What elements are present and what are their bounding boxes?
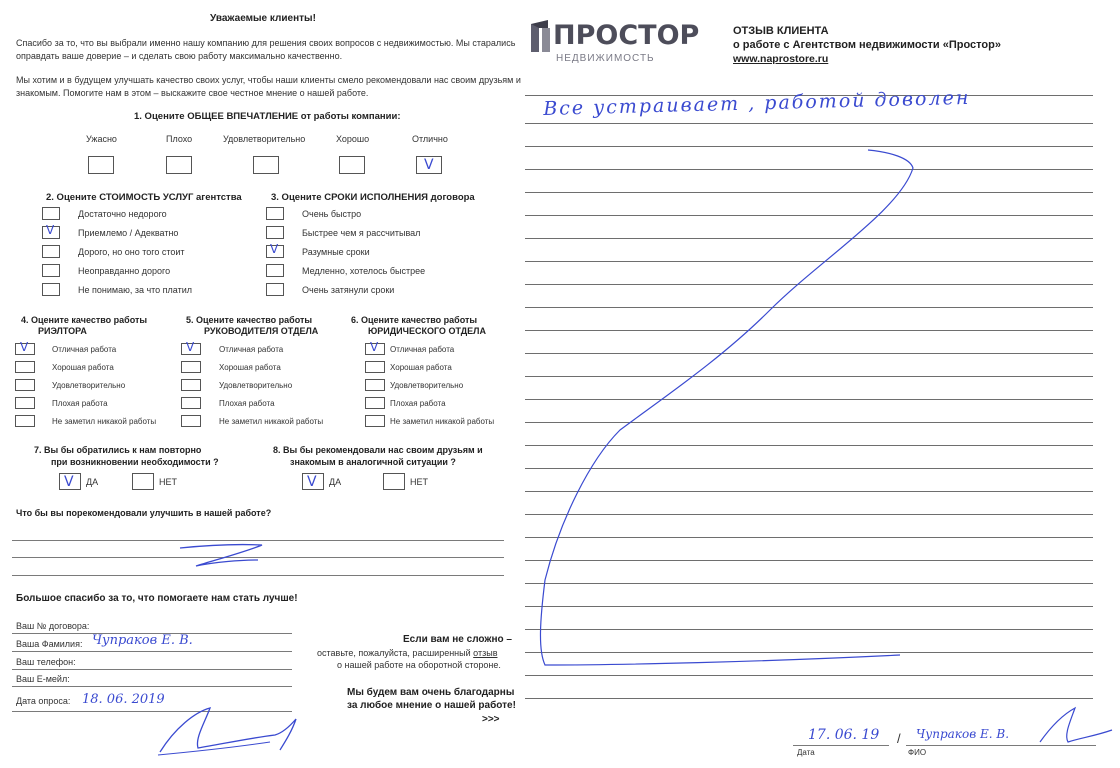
q7-check-mark: V: [64, 474, 74, 490]
q3-option-4: Медленно, хотелось быстрее: [302, 266, 426, 276]
extra-line-1-text: оставьте, пожалуйста, расширенный: [317, 648, 471, 658]
q2-checkbox-4[interactable]: [42, 264, 60, 277]
footer-date-line: [793, 745, 889, 746]
q1-option-awful: Ужасно: [86, 134, 117, 144]
review-line[interactable]: [525, 399, 1093, 400]
review-line[interactable]: [525, 514, 1093, 515]
grateful-line-1: Мы будем вам очень благодарны: [347, 687, 515, 698]
q3-checkbox-4[interactable]: [266, 264, 284, 277]
review-url[interactable]: www.naprostore.ru: [733, 53, 829, 65]
extra-line-2: о нашей работе на оборотной стороне.: [337, 660, 501, 670]
extra-line-1: [317, 648, 497, 658]
q7-title-2: при возникновении необходимости ?: [51, 457, 219, 467]
improve-line-2[interactable]: [12, 557, 504, 558]
greeting-heading: Уважаемые клиенты!: [210, 13, 316, 24]
review-line[interactable]: [525, 560, 1093, 561]
q4-option-5: Не заметил никакой работы: [52, 417, 157, 426]
q2-title: 2. Оцените СТОИМОСТЬ УСЛУГ агентства: [46, 192, 242, 203]
q8-checkbox-no[interactable]: [383, 473, 405, 490]
footer-separator: /: [897, 731, 901, 746]
review-line[interactable]: [525, 583, 1093, 584]
q6-checkbox-5[interactable]: [365, 415, 385, 427]
q5-option-4: Плохая работа: [219, 399, 275, 408]
q3-option-5: Очень затянули сроки: [302, 285, 395, 295]
q6-checkbox-4[interactable]: [365, 397, 385, 409]
improve-line-3[interactable]: [12, 575, 504, 576]
improve-line-1[interactable]: [12, 540, 504, 541]
q1-option-good: Хорошо: [336, 134, 370, 144]
survey-date-value[interactable]: 18. 06. 2019: [82, 692, 165, 707]
q5-check-mark: V: [186, 340, 195, 354]
review-line[interactable]: [525, 422, 1093, 423]
q6-title-1: 6. Оцените качество работы: [351, 315, 478, 325]
q5-option-5: Не заметил никакой работы: [219, 417, 324, 426]
q3-option-1: Очень быстро: [302, 209, 362, 219]
q3-check-mark: V: [270, 242, 279, 256]
review-line[interactable]: [525, 376, 1093, 377]
phone-line[interactable]: [12, 669, 292, 670]
review-line[interactable]: [525, 307, 1093, 308]
left-signature-underline: [158, 742, 270, 755]
q8-check-mark: V: [307, 474, 317, 490]
intro-text-1a: Спасибо за то, что вы выбрали именно нашу компанию для решения своих вопросов с недвижимостью. Мы старались: [16, 38, 516, 48]
surname-value[interactable]: Чупраков Е. В.: [92, 633, 193, 648]
q4-option-1: Отличная работа: [52, 345, 117, 354]
email-line[interactable]: [12, 686, 292, 687]
q3-option-3: Разумные сроки: [302, 247, 370, 257]
q6-checkbox-2[interactable]: [365, 361, 385, 373]
q1-option-bad: Плохо: [166, 134, 193, 144]
footer-fio-label: ФИО: [908, 748, 927, 757]
review-line[interactable]: [525, 468, 1093, 469]
review-line[interactable]: [525, 606, 1093, 607]
q4-checkbox-5[interactable]: [15, 415, 35, 427]
q3-checkbox-5[interactable]: [266, 283, 284, 296]
logo-mark-icon: [531, 20, 550, 52]
q6-option-5: Не заметил никакой работы: [390, 417, 495, 426]
q4-title-1: 4. Оцените качество работы: [21, 315, 148, 325]
q2-checkbox-5[interactable]: [42, 283, 60, 296]
review-title: ОТЗЫВ КЛИЕНТА: [733, 25, 829, 37]
improve-dash-stroke: [180, 545, 262, 566]
q1-check-mark: V: [424, 157, 434, 173]
q6-option-3: Удовлетворительно: [390, 381, 464, 390]
q6-option-2: Хорошая работа: [390, 363, 452, 372]
q5-checkbox-5[interactable]: [181, 415, 201, 427]
contract-label: Ваш № договора:: [16, 621, 90, 631]
q4-option-3: Удовлетворительно: [52, 381, 126, 390]
q8-yes-label: ДА: [329, 477, 342, 487]
q2-check-mark: V: [46, 223, 55, 237]
q1-option-satisfactory: Удовлетворительно: [223, 134, 306, 144]
thanks-text: Большое спасибо за то, что помогаете нам стать лучше!: [16, 593, 298, 604]
review-line[interactable]: [525, 215, 1093, 216]
review-line[interactable]: [525, 192, 1093, 193]
review-line[interactable]: [525, 353, 1093, 354]
q6-option-1: Отличная работа: [390, 345, 455, 354]
q5-checkbox-3[interactable]: [181, 379, 201, 391]
q1-checkbox-bad[interactable]: [166, 156, 192, 174]
q5-checkbox-2[interactable]: [181, 361, 201, 373]
review-line[interactable]: [525, 146, 1093, 147]
review-line[interactable]: [525, 675, 1093, 676]
extra-title: Если вам не сложно –: [403, 634, 512, 645]
phone-label: Ваш телефон:: [16, 657, 76, 667]
handwritten-review[interactable]: Все устраивает , работой доволен: [543, 86, 971, 120]
q6-check-mark: V: [370, 340, 379, 354]
review-line[interactable]: [525, 284, 1093, 285]
q2-option-5: Не понимаю, за что платил: [78, 285, 193, 295]
review-line[interactable]: [525, 123, 1093, 124]
review-line[interactable]: [525, 238, 1093, 239]
q6-checkbox-3[interactable]: [365, 379, 385, 391]
q4-option-4: Плохая работа: [52, 399, 108, 408]
review-line[interactable]: [525, 652, 1093, 653]
q2-option-2: Приемлемо / Адекватно: [78, 228, 179, 238]
review-line[interactable]: [525, 698, 1093, 699]
email-label: Ваш E-мейл:: [16, 674, 70, 684]
q1-option-excellent: Отлично: [412, 134, 448, 144]
q4-checkbox-3[interactable]: [15, 379, 35, 391]
review-line[interactable]: [525, 261, 1093, 262]
q5-title-1: 5. Оцените качество работы: [186, 315, 313, 325]
q1-title: 1. Оцените ОБЩЕЕ ВПЕЧАТЛЕНИЕ от работы компании:: [134, 111, 401, 122]
review-line[interactable]: [525, 537, 1093, 538]
q5-checkbox-4[interactable]: [181, 397, 201, 409]
left-signature: [160, 708, 296, 752]
arrows-text: >>>: [482, 714, 500, 725]
extra-review-link[interactable]: отзыв: [473, 648, 498, 658]
review-line[interactable]: [525, 330, 1093, 331]
q3-option-2: Быстрее чем я рассчитывал: [302, 228, 421, 238]
grateful-line-2: за любое мнение о нашей работе!: [347, 700, 516, 711]
q4-checkbox-4[interactable]: [15, 397, 35, 409]
q2-checkbox-1[interactable]: [42, 207, 60, 220]
review-z-stroke: [540, 150, 913, 665]
q2-option-3: Дорого, но оно того стоит: [78, 247, 185, 257]
q6-title-2: ЮРИДИЧЕСКОГО ОТДЕЛА: [368, 326, 486, 336]
survey-date-line: [12, 711, 292, 712]
q6-option-4: Плохая работа: [390, 399, 446, 408]
q2-checkbox-3[interactable]: [42, 245, 60, 258]
q4-check-mark: V: [20, 340, 29, 354]
review-line[interactable]: [525, 169, 1093, 170]
q8-no-label: НЕТ: [410, 477, 428, 487]
q7-title-1: 7. Вы бы обратились к нам повторно: [34, 445, 202, 455]
review-line[interactable]: [525, 491, 1093, 492]
q7-checkbox-no[interactable]: [132, 473, 154, 490]
q8-title-2: знакомым в аналогичной ситуации ?: [290, 457, 456, 467]
q4-checkbox-2[interactable]: [15, 361, 35, 373]
q5-option-1: Отличная работа: [219, 345, 284, 354]
footer-signature: [1040, 708, 1112, 742]
logo-main-text: ПРОСТОР: [553, 20, 700, 51]
q3-checkbox-2[interactable]: [266, 226, 284, 239]
review-subtitle: о работе с Агентством недвижимости «Простор»: [733, 39, 1001, 51]
q1-checkbox-good[interactable]: [339, 156, 365, 174]
intro-text-2a: Мы хотим и в будущем улучшать качество своих услуг, чтобы наши клиенты смело рекомендовали нас своим друзьям и: [16, 75, 521, 85]
q7-no-label: НЕТ: [159, 477, 177, 487]
footer-fio-line: [906, 745, 1096, 746]
q4-option-2: Хорошая работа: [52, 363, 114, 372]
q5-option-2: Хорошая работа: [219, 363, 281, 372]
q4-title-2: РИЭЛТОРА: [38, 326, 87, 336]
logo-sub-text: НЕДВИЖИМОСТЬ: [556, 53, 655, 64]
footer-date-label: Дата: [797, 748, 815, 757]
q3-checkbox-1[interactable]: [266, 207, 284, 220]
q7-yes-label: ДА: [86, 477, 99, 487]
q5-option-3: Удовлетворительно: [219, 381, 293, 390]
improve-question: Что бы вы порекомендовали улучшить в нашей работе?: [16, 508, 272, 518]
q8-title-1: 8. Вы бы рекомендовали нас своим друзьям и: [273, 445, 483, 455]
q2-option-4: Неоправданно дорого: [78, 266, 171, 276]
surname-label: Ваша Фамилия:: [16, 639, 83, 649]
review-line[interactable]: [525, 445, 1093, 446]
survey-date-label: Дата опроса:: [16, 696, 71, 706]
review-line[interactable]: [525, 629, 1093, 630]
intro-text-2b: знакомым. Помогите нам в этом – выскажите свое честное мнение о нашей работе.: [16, 88, 369, 98]
footer-date-value[interactable]: 17. 06. 19: [808, 727, 880, 743]
q1-checkbox-awful[interactable]: [88, 156, 114, 174]
intro-text-1b: оправдать ваше доверие – и сделать свою работу максимально качественно.: [16, 51, 343, 61]
q3-title: 3. Оцените СРОКИ ИСПОЛНЕНИЯ договора: [271, 192, 475, 203]
q1-checkbox-satisfactory[interactable]: [253, 156, 279, 174]
q2-option-1: Достаточно недорого: [78, 209, 167, 219]
q5-title-2: РУКОВОДИТЕЛЯ ОТДЕЛА: [204, 326, 319, 336]
footer-name-value[interactable]: Чупраков Е. В.: [916, 727, 1010, 741]
surname-line: [12, 651, 292, 652]
